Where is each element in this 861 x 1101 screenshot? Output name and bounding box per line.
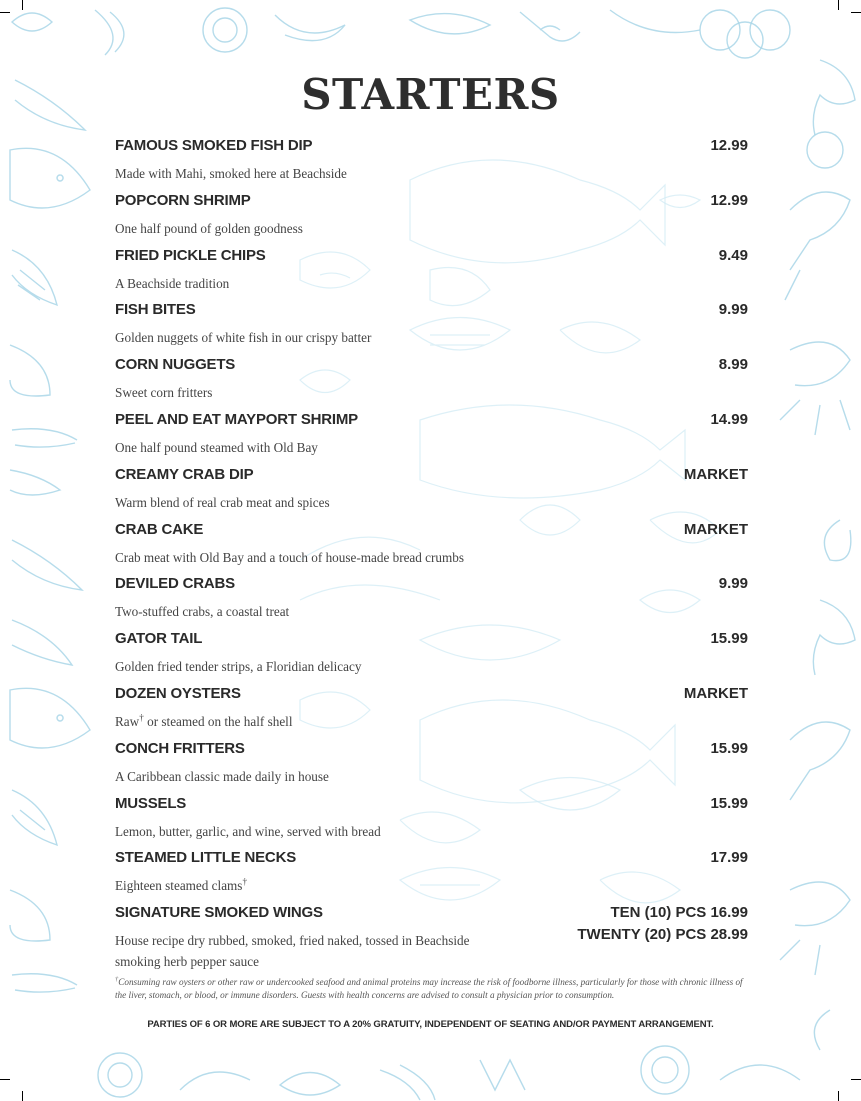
menu-item-price: 8.99 <box>718 356 748 374</box>
menu-item-description <box>115 711 515 732</box>
gratuity-notice: PARTIES OF 6 OR MORE ARE SUBJECT TO A 20% GRATUITY, INDEPENDENT OF SEATING AND/OR PAYMENT ARRANGEMENT. <box>147 1019 714 1030</box>
crop-mark <box>22 1091 23 1101</box>
menu-item-description: Lemon, butter, garlic, and wine, served with bread <box>115 823 381 839</box>
menu-item-price: 12.99 <box>710 191 748 209</box>
menu-item <box>115 192 748 247</box>
menu-item-description: A Caribbean classic made daily in house <box>115 768 329 784</box>
menu-item-name: FISH BITES <box>115 301 196 319</box>
page-title: STARTERS <box>301 70 560 119</box>
menu-item-price: MARKET <box>683 684 748 702</box>
menu-item-price: 14.99 <box>710 410 748 428</box>
menu-item-description: House recipe dry rubbed, smoked, fried naked, tossed in Beachside smoking herb pepper sauce <box>115 933 470 970</box>
menu-item-description: Crab meat with Old Bay and a touch of house-made bread crumbs <box>115 549 464 565</box>
menu-item-name: POPCORN SHRIMP <box>115 191 251 209</box>
menu-item-name: CONCH FRITTERS <box>115 739 245 757</box>
menu-item-name: PEEL AND EAT MAYPORT SHRIMP <box>115 410 358 428</box>
menu-item-description: One half pound steamed with Old Bay <box>115 439 318 455</box>
menu-item <box>115 521 748 576</box>
crop-mark <box>851 12 861 13</box>
menu-item-description: A Beachside tradition <box>115 275 230 291</box>
menu-item-name: CRAB CAKE <box>115 520 204 538</box>
dagger-mark: † <box>242 876 248 887</box>
top-border-sketches <box>12 8 790 58</box>
dagger-mark: † <box>115 975 119 983</box>
menu-item <box>115 685 748 740</box>
menu-item <box>115 137 748 192</box>
menu-item-name: MUSSELS <box>115 794 187 812</box>
crop-mark <box>22 0 23 10</box>
bottom-border-sketches <box>98 1046 800 1100</box>
menu-item-price: 9.49 <box>718 246 748 264</box>
menu-item-price: 15.99 <box>710 794 748 812</box>
menu-item-description: Made with Mahi, smoked here at Beachside <box>115 166 347 181</box>
menu-item <box>115 849 748 904</box>
menu-item <box>115 247 748 302</box>
menu-item-list <box>115 137 748 970</box>
menu-item-price: 9.99 <box>718 301 748 319</box>
menu-item-description <box>115 875 515 896</box>
menu-item-price: 9.99 <box>718 575 748 593</box>
menu-item-price: 15.99 <box>710 739 748 757</box>
menu-item-name: CREAMY CRAB DIP <box>115 465 254 483</box>
crop-mark <box>0 12 10 13</box>
menu-item <box>115 356 748 411</box>
crop-mark <box>0 1079 10 1080</box>
menu-item-price: 17.99 <box>710 849 748 867</box>
description-text: or steamed on the half shell <box>143 713 293 729</box>
menu-item-name: FAMOUS SMOKED FISH DIP <box>115 137 313 154</box>
menu-item-description: Golden nuggets of white fish in our crispy batter <box>115 330 372 346</box>
menu-item-description: One half pound of golden goodness <box>115 220 303 236</box>
menu-item <box>115 575 748 630</box>
crop-mark <box>838 0 839 10</box>
menu-item-name: STEAMED LITTLE NECKS <box>115 849 297 867</box>
menu-item-name: DEVILED CRABS <box>115 575 235 593</box>
menu-item-price-ten: TEN (10) PCS 16.99 <box>610 904 748 922</box>
dagger-mark: † <box>139 712 144 723</box>
description-text: Eighteen steamed clams <box>115 878 243 894</box>
menu-item-price: MARKET <box>683 465 748 483</box>
menu-item-description: Golden fried tender strips, a Floridian delicacy <box>115 659 362 675</box>
right-border-sketches <box>780 60 855 1050</box>
menu-item-description: Two-stuffed crabs, a coastal treat <box>115 604 290 620</box>
menu-item-name: CORN NUGGETS <box>115 356 236 374</box>
left-border-sketches <box>10 80 90 992</box>
menu-item-name: GATOR TAIL <box>115 630 203 648</box>
menu-item-name: SIGNATURE SMOKED WINGS <box>115 904 323 922</box>
menu-item <box>115 466 748 521</box>
menu-item-name: DOZEN OYSTERS <box>115 684 241 702</box>
menu-item <box>115 740 748 795</box>
menu-item-description: Sweet corn fritters <box>115 385 213 401</box>
menu-item-price-twenty: TWENTY (20) PCS 28.99 <box>577 926 748 944</box>
menu-item <box>115 795 748 850</box>
menu-item-price: 15.99 <box>710 630 748 648</box>
menu-item-price: 12.99 <box>710 137 748 154</box>
description-text: Raw <box>115 713 140 729</box>
menu-item <box>115 301 748 356</box>
footnote-text: Consuming raw oysters or other raw or undercooked seafood and animal proteins may increase the risk of foodborne illness, particularly for those with chronic illness of the liver, stomach, or blood, or immune disorders. Guests with health concerns are advised to consult a physician prior to consumption. <box>115 977 743 1000</box>
food-safety-footnote <box>115 976 748 1002</box>
menu-item-name: FRIED PICKLE CHIPS <box>115 246 266 264</box>
menu-item-price: MARKET <box>683 520 748 538</box>
crop-mark <box>851 1079 861 1080</box>
menu-item-description: Warm blend of real crab meat and spices <box>115 494 330 510</box>
menu-item <box>115 411 748 466</box>
menu-item <box>115 904 748 970</box>
crop-mark <box>838 1091 839 1101</box>
menu-item <box>115 630 748 685</box>
